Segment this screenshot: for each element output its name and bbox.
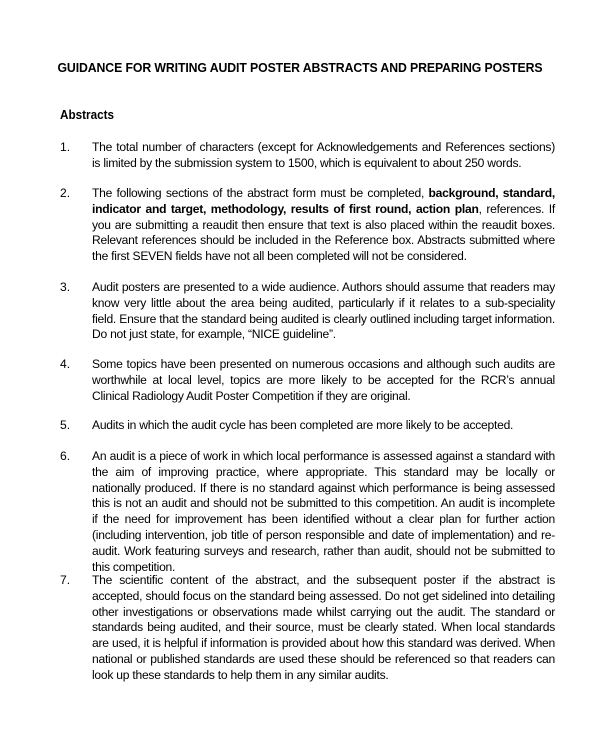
section-heading-abstracts: Abstracts (60, 108, 115, 122)
item-text: The total number of characters (except for Acknowledgements and References sections) is limited by the submission system to 1500, which is equivalent to about 250 words. (92, 140, 555, 170)
item-text-required-sections: background, standard, indicator and target, methodology, results of first round, action plan (92, 186, 555, 216)
item-text: Audits in which the audit cycle has been completed are more likely to be accepted. (92, 418, 514, 432)
document-title: GUIDANCE FOR WRITING AUDIT POSTER ABSTRACTS AND PREPARING POSTERS (57, 60, 543, 75)
item-number: 3. (60, 280, 71, 294)
item-number: 2. (60, 186, 71, 200)
list-item (60, 357, 555, 405)
item-number: 7. (60, 573, 71, 587)
item-text: Some topics have been presented on numerous occasions and although such audits are worthwhile at local level, topics are more likely to be accepted for the RCR’s annual Clinical Radiology Audit Poster Competition if they are original. (92, 357, 555, 403)
item-number: 5. (60, 418, 71, 432)
item-text (92, 186, 555, 265)
list-item (60, 418, 555, 434)
item-text: The scientific content of the abstract, and the subsequent poster if the abstract is accepted, should focus on the standard being assessed. Do not get sidelined into detailing other investigations or observations made whilst carrying out the audit. The standard or standards being audited, and their source, must be clearly stated. When local standards are used, it is helpful if information is provided about how this standard was derived. When national or published standards are used these should be referenced so that readers can look up these standards to help them in any similar audits. (92, 573, 555, 682)
item-text: Audit posters are presented to a wide audience. Authors should assume that readers may know very little about the area being audited, particularly if it relates to a sub-speciality field. Ensure that the standard being audited is clearly outlined including target information. Do not just state, for example, “NICE guideline”. (92, 280, 555, 342)
list-item (60, 573, 555, 682)
item-number: 6. (60, 449, 71, 463)
item-number: 4. (60, 357, 71, 371)
item-text-intro: The following sections of the abstract form must be completed, (92, 186, 429, 200)
list-item (60, 140, 555, 172)
item-number: 1. (60, 140, 71, 154)
item-text: An audit is a piece of work in which local performance is assessed against a standard with the aim of improving practice, where appropriate. This standard may be locally or nationally produced. If there is no standard against which performance is being assessed this is not an audit and should not be submitted to this competition. An audit is incomplete if the need for improvement has been identified without a clear plan for further action (including intervention, job title of person responsible and date of implementation) and re-audit. Work featuring surveys and research, rather than audit, should not be submitted to this competition. (92, 449, 555, 574)
list-item (60, 449, 555, 574)
item-text-rest: , references. If you are submitting a reaudit then ensure that text is also placed within the reaudit boxes. Relevant references should be included in the Reference box. Abstracts submitted where the first SEVEN fields have not all been completed will not be considered. (92, 201, 555, 264)
list-item (60, 280, 555, 344)
list-item (60, 186, 555, 266)
